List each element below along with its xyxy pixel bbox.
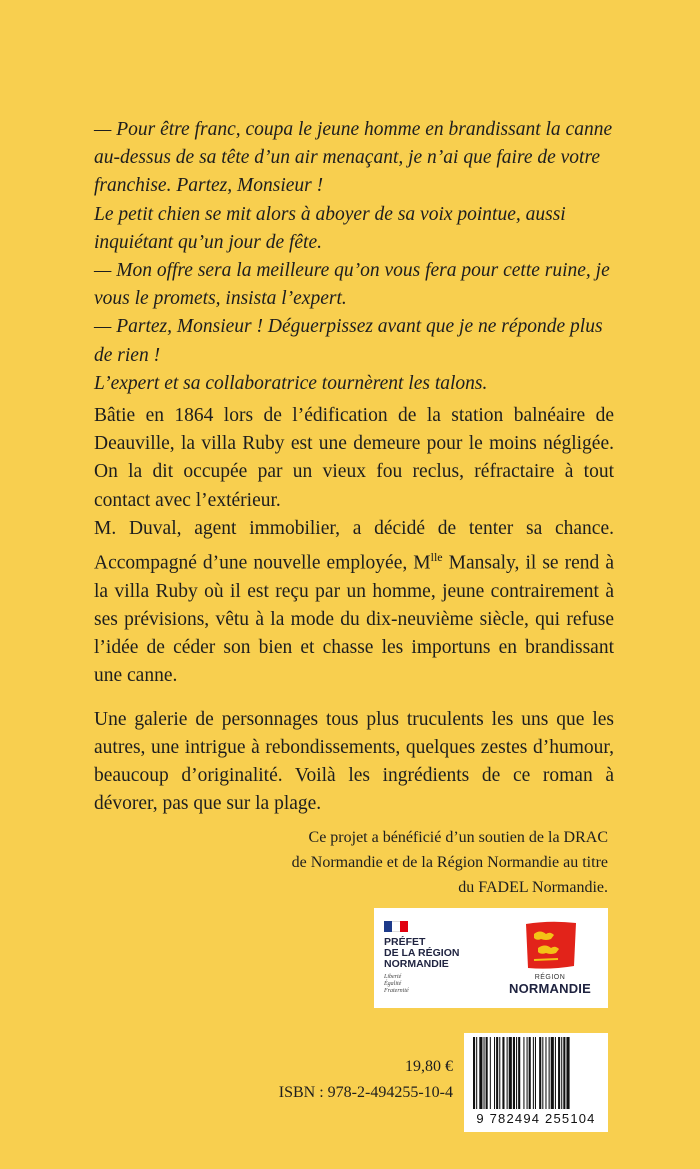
barcode-bar: [523, 1037, 524, 1109]
barcode-bar: [484, 1037, 485, 1109]
barcode-bar: [545, 1037, 546, 1109]
excerpt-line-3: — Mon offre sera la meilleure qu’on vous fera pour cette ruine, je vous le promets, insista l’expert.: [94, 260, 610, 310]
barcode-bar: [563, 1037, 565, 1109]
prefet-logo: [374, 921, 502, 995]
prefet-title-2: DE LA RÉGION: [384, 947, 460, 959]
support-line-3: du FADEL Normandie.: [458, 879, 608, 896]
barcode-bar: [558, 1037, 560, 1109]
support-line-1: Ce projet a bénéficié d’un soutien de la DRAC: [308, 829, 608, 846]
prefet-title-1: PRÉFET: [384, 936, 426, 948]
price: 19,80 €: [405, 1058, 453, 1075]
motto-liberte: Liberté: [384, 974, 402, 980]
french-flag-icon: [384, 921, 408, 932]
support-notice: [230, 825, 608, 900]
barcode-bar: [513, 1037, 515, 1109]
barcode-bar: [502, 1037, 504, 1109]
barcode-bar: [499, 1037, 500, 1109]
motto-fraternite: Fraternité: [384, 988, 409, 994]
barcode-bar: [479, 1037, 482, 1109]
isbn: ISBN : 978-2-494255-10-4: [278, 1084, 453, 1101]
motto-egalite: Égalité: [384, 981, 402, 987]
barcode-bar: [516, 1037, 517, 1109]
summary-paragraph-2: [94, 515, 614, 691]
barcode-bar: [566, 1037, 569, 1109]
barcode-bar: [476, 1037, 477, 1109]
region-name: NORMANDIE: [509, 981, 591, 996]
barcode-bar: [486, 1037, 488, 1109]
barcode: [464, 1033, 608, 1132]
summary-p2-after: Mansaly, il se rend à la villa Ruby où il est reçu par un homme, jeune contrairement à ses prévisions, vêtu à la mode du dix-neuvième siècle, qui refuse l’idée de céder son bien et chasse les importuns en brandissant une canne.: [94, 552, 614, 687]
barcode-bar: [496, 1037, 498, 1109]
barcode-bar: [507, 1037, 508, 1109]
excerpt-line-4: — Partez, Monsieur ! Déguerpissez avant que je ne réponde plus de rien !: [94, 316, 603, 366]
barcode-bar: [490, 1037, 491, 1109]
barcode-bar: [561, 1037, 562, 1109]
barcode-bar: [549, 1037, 550, 1109]
barcode-bar: [542, 1037, 543, 1109]
region-normandie-logo: [502, 920, 598, 996]
barcode-bar: [494, 1037, 495, 1109]
prefet-title-3: NORMANDIE: [384, 958, 449, 970]
region-label: RÉGION: [534, 974, 566, 981]
barcode-bar: [535, 1037, 536, 1109]
barcode-bar: [473, 1037, 475, 1109]
barcode-bar: [551, 1037, 554, 1109]
excerpt-line-1: — Pour être franc, coupa le jeune homme en brandissant la canne au-dessus de sa tête d’un air menaçant, je n’ai que faire de votre franchise. Partez, Monsieur !: [94, 119, 613, 197]
excerpt-line-5: L’expert et sa collaboratrice tournèrent les talons.: [94, 372, 488, 394]
barcode-bar: [533, 1037, 534, 1109]
summary-paragraph-3: Une galerie de personnages tous plus truculents les uns que les autres, une intrigue à rebondissements, quelques zestes d’humour, beaucoup d’originalité. Voilà les ingrédients de ce roman à dévorer, pas que sur la plage.: [94, 708, 614, 815]
excerpt-line-2: Le petit chien se mit alors à aboyer de sa voix pointue, aussi inquiétant qu’un jour de fête.: [94, 203, 566, 253]
summary-p2-before: M. Duval, agent immobilier, a décidé de tenter sa chance. Accompagné d’une nouvelle employée, M: [94, 517, 614, 574]
barcode-bar: [518, 1037, 520, 1109]
excerpt: [94, 116, 614, 398]
support-line-2: de Normandie et de la Région Normandie au titre: [291, 854, 608, 871]
barcode-bar: [539, 1037, 541, 1109]
barcode-digits: 9 782494 255104: [476, 1111, 596, 1126]
summary-paragraph-1: Bâtie en 1864 lors de l’édification de la station balnéaire de Deauville, la villa Ruby est une demeure pour le moins négligée. On la dit occupée par un vieux fou reclus, réfractaire à tout contact avec l’extérieur.: [94, 405, 614, 511]
barcode-bars: [464, 1033, 608, 1113]
prefet-motto: [384, 974, 502, 995]
barcode-bar: [509, 1037, 512, 1109]
barcode-bar: [555, 1037, 556, 1109]
normandy-lions-icon: [520, 920, 580, 972]
summary-p2-sup: lle: [430, 550, 443, 565]
barcode-bar: [527, 1037, 528, 1109]
barcode-bar: [529, 1037, 531, 1109]
partner-logos: [374, 908, 608, 1008]
summary: [94, 402, 614, 818]
